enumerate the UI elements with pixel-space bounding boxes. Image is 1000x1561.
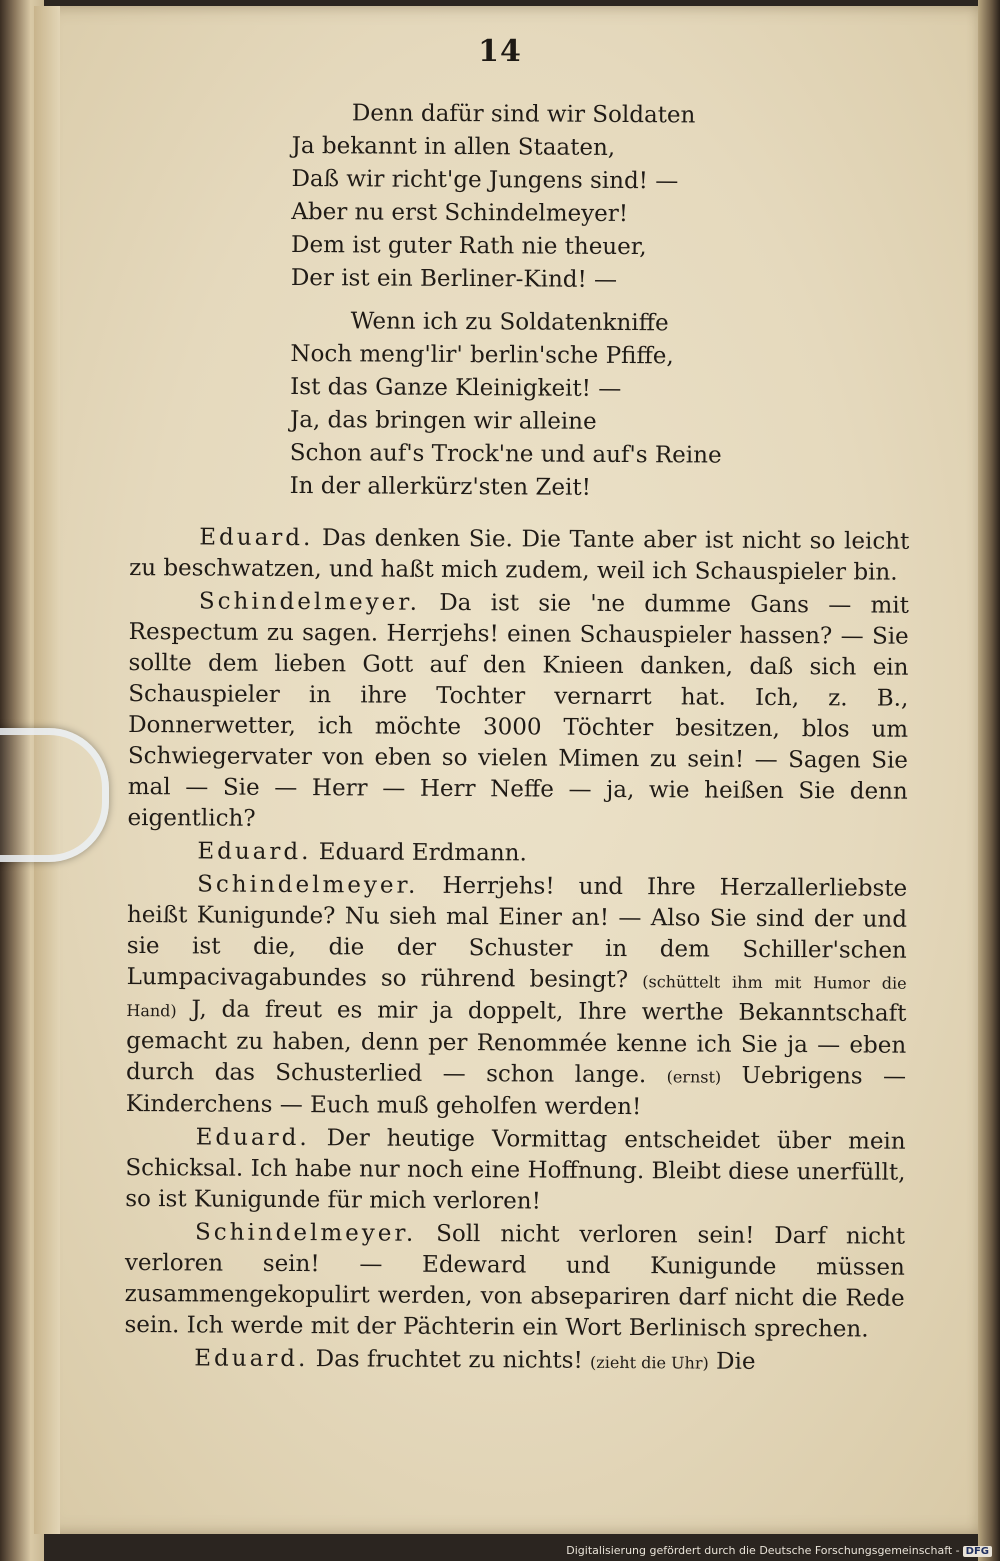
speaker-name: Schindelmeyer. [194,1219,417,1247]
page-number: 14 [478,34,522,69]
verse-line: Der ist ein Berliner-Kind! — [290,264,618,293]
dialogue-text: Das fruchtet zu nichts! [315,1346,583,1374]
dialogue-paragraph [127,586,909,839]
dialogue-text: Eduard Erdmann. [318,839,527,867]
speaker-name: Eduard. [195,1124,310,1152]
dialogue-text: Das denken Sie. Die Tante aber ist nicht so leicht zu beschwatzen, und haßt mich zudem, weil ich Schauspieler bin. [129,525,910,586]
verse-line: Daß wir richt'ge Jungens sind! — [291,165,679,195]
dialogue-block [124,522,909,1380]
dfg-logo: DFG [963,1546,992,1557]
dialogue-text: Der heutige Vormittag entscheidet über mein Schicksal. Ich habe nur noch eine Hoffnung. Bleibt diese unerfüllt, so ist Kunigunde für mich verloren! [125,1125,906,1215]
verse-line: Schon auf's Trock'ne und auf's Reine [289,439,722,469]
dialogue-paragraph [127,836,907,872]
stage-direction: (schüttelt ihm mit Humor die Hand) [126,972,907,1021]
dialogue-paragraph [129,522,909,589]
dialogue-text: Soll nicht verloren sein! Darf nicht verloren sein! — Edeward und Kunigunde müssen zusammengekopulirt werden, von absepariren darf nicht die Rede sein. Ich werde mit der Pächterin ein Wort Berlinisch sprechen. [124,1220,906,1343]
verse-line: Wenn ich zu Soldatenkniffe [350,308,669,337]
stage-direction: (zieht die Uhr) [590,1352,709,1373]
verse-line: Ja, das bringen wir alleine [289,406,597,435]
dialogue-text: Die [715,1348,756,1375]
dialogue-text: Herrjehs! und Ihre Herzallerliebste heißt Kunigunde? Nu sieh mal Einer an! — Also Sie sind der und sie ist die, die der Schuster in dem Schiller'schen Lumpacivagabundes so rührend besingt? [126,872,908,994]
verse-line: Denn dafür sind wir Soldaten [351,100,696,129]
dialogue-text: Da ist sie 'ne dumme Gans — mit Respectum zu sagen. Herrjehs! einen Schauspieler hassen? — Sie sollte dem lieben Gott auf den Knieen danken, daß sich ein Schauspieler in ihre Tochter vernarrt hat. Ich, z. B., Donnerwetter, ich möchte 3000 Töchter besitzen, blos um Schwiegervater von eben so vielen Mimen zu sein! — Sagen Sie mal — Sie — Herr — Herr Neffe — ja, wie heißen Sie denn eigentlich? [127,589,909,832]
stage-direction: (ernst) [666,1067,722,1087]
speaker-name: Schindelmeyer. [197,871,419,899]
page-clip [0,728,109,862]
dialogue-paragraph [124,1217,905,1346]
verse-line: Ja bekannt in allen Staaten, [291,132,616,161]
verse-line: Noch meng'lir' berlin'sche Pfiffe, [290,340,674,370]
digitization-footer [566,1544,992,1557]
dialogue-paragraph [124,1343,904,1380]
speaker-name: Eduard. [194,1345,309,1373]
verse-block [290,97,912,507]
verse-line: In der allerkürz'sten Zeit! [289,472,591,501]
verse-line: Aber nu erst Schindelmeyer! [291,198,629,228]
speaker-name: Eduard. [199,524,314,552]
verse-line: Dem ist guter Rath nie theuer, [291,231,647,261]
dialogue-paragraph [125,1122,906,1220]
dialogue-text: J, da freut es mir ja doppelt, Ihre werthe Bekanntschaft gemacht zu haben, denn per Renommée kenne ich Sie ja — eben durch das Schusterlied — schon lange. [125,996,907,1089]
text-block [124,96,912,1382]
dialogue-text: Uebrigens — Kinderchens — Euch muß geholfen werden! [125,1062,907,1121]
speaker-name: Eduard. [197,838,312,866]
dialogue-paragraph [126,869,908,1125]
footer-text: Digitalisierung gefördert durch die Deutsche Forschungsgemeinschaft - [566,1544,960,1557]
page-stack-edge [978,0,1000,1561]
verse-line: Ist das Ganze Kleinigkeit! — [290,373,622,402]
speaker-name: Schindelmeyer. [198,588,421,616]
